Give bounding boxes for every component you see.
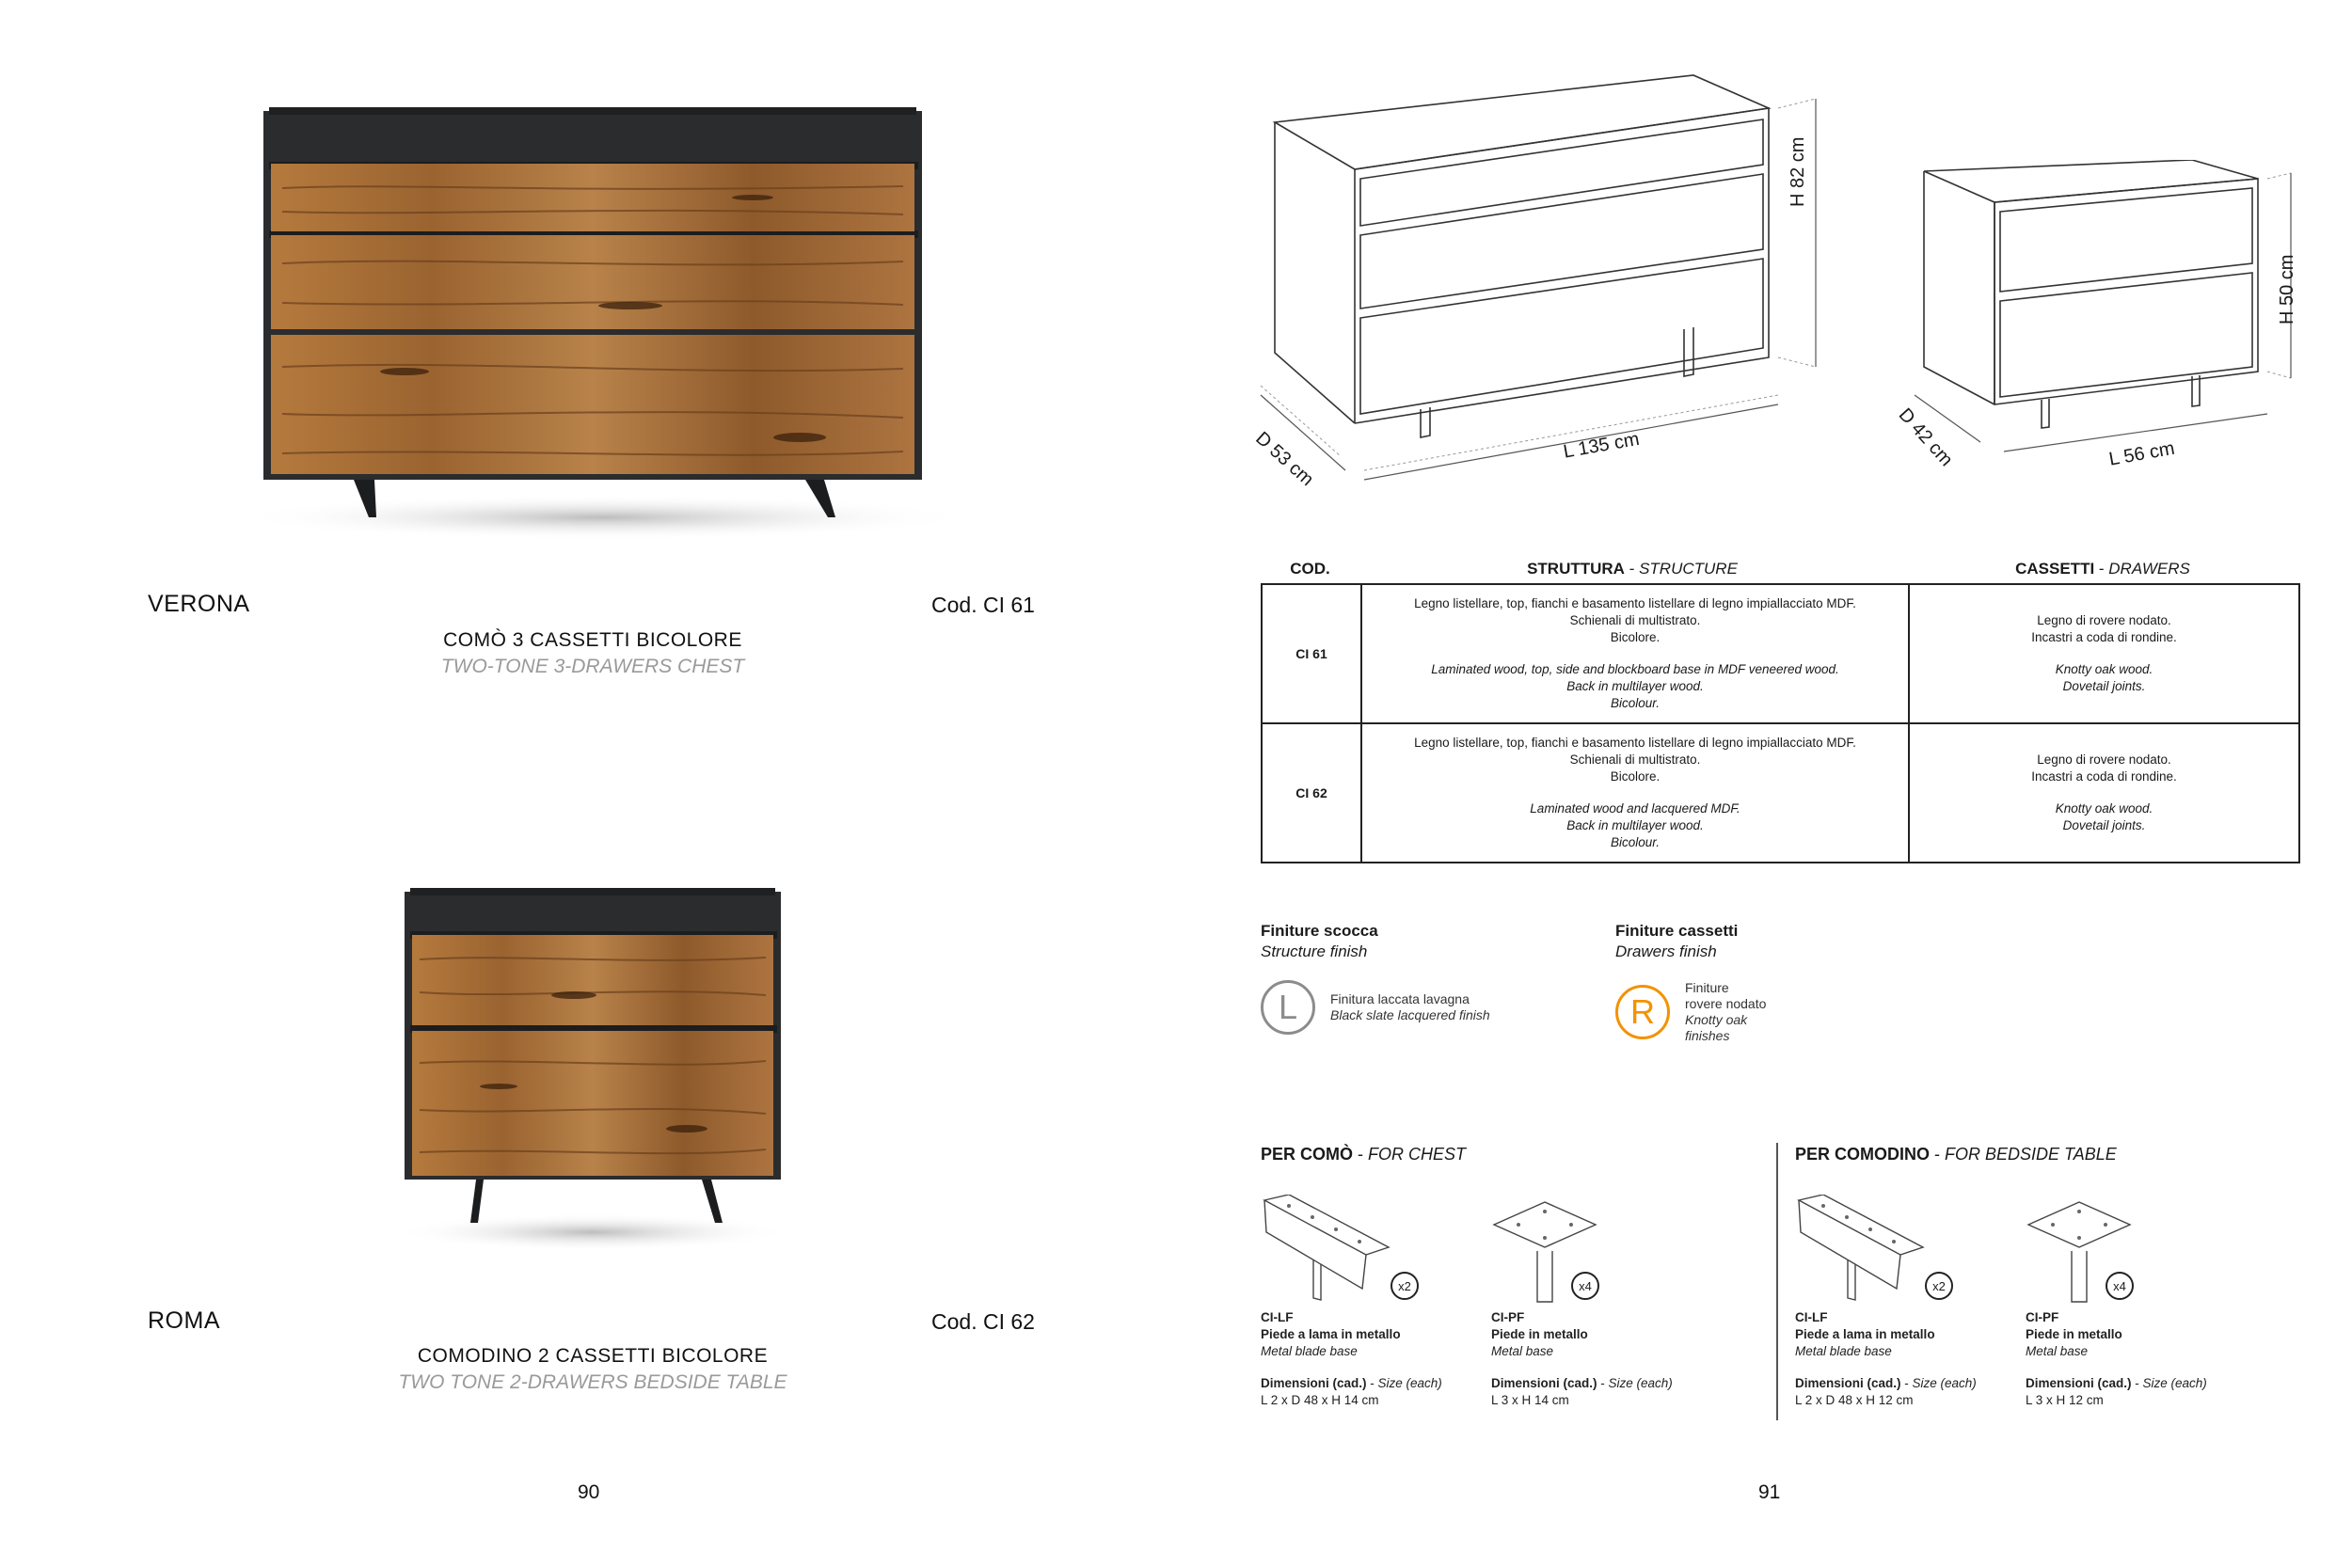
- accessory-section-title-bedside: PER COMODINO - FOR BEDSIDE TABLE: [1795, 1145, 2117, 1164]
- blade-base-drawing: [1795, 1195, 1927, 1312]
- accessory-bedside-post: CI-PF Piede in metallo Metal base Dimensioni (cad.) - Size (each) L 3 x H 12 cm: [2026, 1310, 2207, 1407]
- spec-structure-cell: Legno listellare, top, fianchi e basamento listellare di legno impiallacciato MDF. Schienali di multistrato. Bicolore. Laminated wood, top, side and blockboard base in MDF veneered wood. Back in multilayer wood. Bicolour.: [1361, 584, 1909, 723]
- finish-structure-desc-en: Black slate lacquered finish: [1330, 1007, 1490, 1022]
- accessory-chest-post: CI-PF Piede in metallo Metal base Dimensioni (cad.) - Size (each) L 3 x H 14 cm: [1491, 1310, 1673, 1407]
- product-name-roma: ROMA: [148, 1307, 220, 1334]
- product-code-roma: Cod. CI 62: [931, 1309, 1035, 1334]
- product-code-verona: Cod. CI 61: [931, 593, 1035, 617]
- accessory-chest-blade: CI-LF Piede a lama in metallo Metal blade base Dimensioni (cad.) - Size (each) L 2 x D 48 x H 14 cm: [1261, 1310, 1442, 1407]
- table-row: [1262, 723, 2299, 863]
- qty-badge-bedside-post: x4: [2106, 1272, 2134, 1300]
- finish-drawers-desc-it: Finiture rovere nodato: [1685, 980, 1767, 1011]
- finish-structure-badge: L: [1261, 980, 1315, 1035]
- product-title-en-roma: TWO TONE 2-DRAWERS BEDSIDE TABLE: [398, 1371, 787, 1393]
- blade-base-drawing: [1261, 1195, 1392, 1312]
- finish-structure-title: Finiture scocca: [1261, 922, 1378, 940]
- accessory-section-title-chest: PER COMÒ - FOR CHEST: [1261, 1145, 1467, 1164]
- bedside-dimension-diagram: [1910, 160, 2305, 475]
- spec-header-drawers: CASSETTI - DRAWERS: [2015, 560, 2190, 578]
- spec-code-cell: CI 61: [1262, 584, 1361, 723]
- finish-structure-desc-it: Finitura laccata lavagna: [1330, 991, 1470, 1006]
- spec-header-code: COD.: [1290, 560, 1330, 578]
- product-title-en-verona: TWO-TONE 3-DRAWERS CHEST: [440, 656, 745, 677]
- finish-drawers-badge: R: [1615, 985, 1670, 1039]
- spec-structure-cell: Legno listellare, top, fianchi e basamento listellare di legno impiallacciato MDF. Schienali di multistrato. Bicolore. Laminated wood and lacquered MDF. Back in multilayer wood. Bicolour.: [1361, 723, 1909, 863]
- accessory-bedside-blade: CI-LF Piede a lama in metallo Metal blade base Dimensioni (cad.) - Size (each) L 2 x D 48 x H 12 cm: [1795, 1310, 1977, 1407]
- spec-drawers-cell: Legno di rovere nodato. Incastri a coda di rondine. Knotty oak wood. Dovetail joints.: [1909, 584, 2299, 723]
- chest-length-label: L 135 cm: [1562, 428, 1642, 463]
- spec-header-structure: STRUTTURA - STRUCTURE: [1527, 560, 1738, 578]
- spec-table: [1261, 583, 2300, 863]
- chest-depth-label: D 53 cm: [1251, 428, 1318, 491]
- product-title-it-roma: COMODINO 2 CASSETTI BICOLORE: [417, 1345, 769, 1367]
- finish-drawers-subtitle: Drawers finish: [1615, 942, 1717, 960]
- chest-height-label: H 82 cm: [1788, 136, 1808, 207]
- page-number-left: 90: [578, 1481, 600, 1503]
- finish-drawers-title: Finiture cassetti: [1615, 922, 1739, 940]
- spec-code-cell: CI 62: [1262, 723, 1361, 863]
- finish-drawers: [1615, 922, 1770, 1044]
- finish-drawers-desc-en: Knotty oak finishes: [1685, 1012, 1748, 1043]
- qty-badge-chest-post: x4: [1571, 1272, 1599, 1300]
- finish-structure: [1261, 922, 1518, 1035]
- qty-badge-bedside-blade: x2: [1925, 1272, 1953, 1300]
- bedside-height-label: H 50 cm: [2277, 254, 2297, 325]
- finish-structure-subtitle: Structure finish: [1261, 942, 1368, 960]
- bedside-depth-label: D 42 cm: [1894, 404, 1957, 471]
- table-row: [1262, 584, 2299, 723]
- spec-drawers-cell: Legno di rovere nodato. Incastri a coda di rondine. Knotty oak wood. Dovetail joints.: [1909, 723, 2299, 863]
- page-number-right: 91: [1758, 1481, 1781, 1503]
- product-title-it-verona: COMÒ 3 CASSETTI BICOLORE: [443, 629, 742, 651]
- accessories-divider: [1776, 1143, 1778, 1420]
- bedside-length-label: L 56 cm: [2107, 437, 2177, 470]
- roma-bedside-image: [386, 884, 800, 1265]
- verona-chest-image: [226, 103, 978, 550]
- qty-badge-chest-blade: x2: [1391, 1272, 1419, 1300]
- product-name-verona: VERONA: [148, 591, 250, 617]
